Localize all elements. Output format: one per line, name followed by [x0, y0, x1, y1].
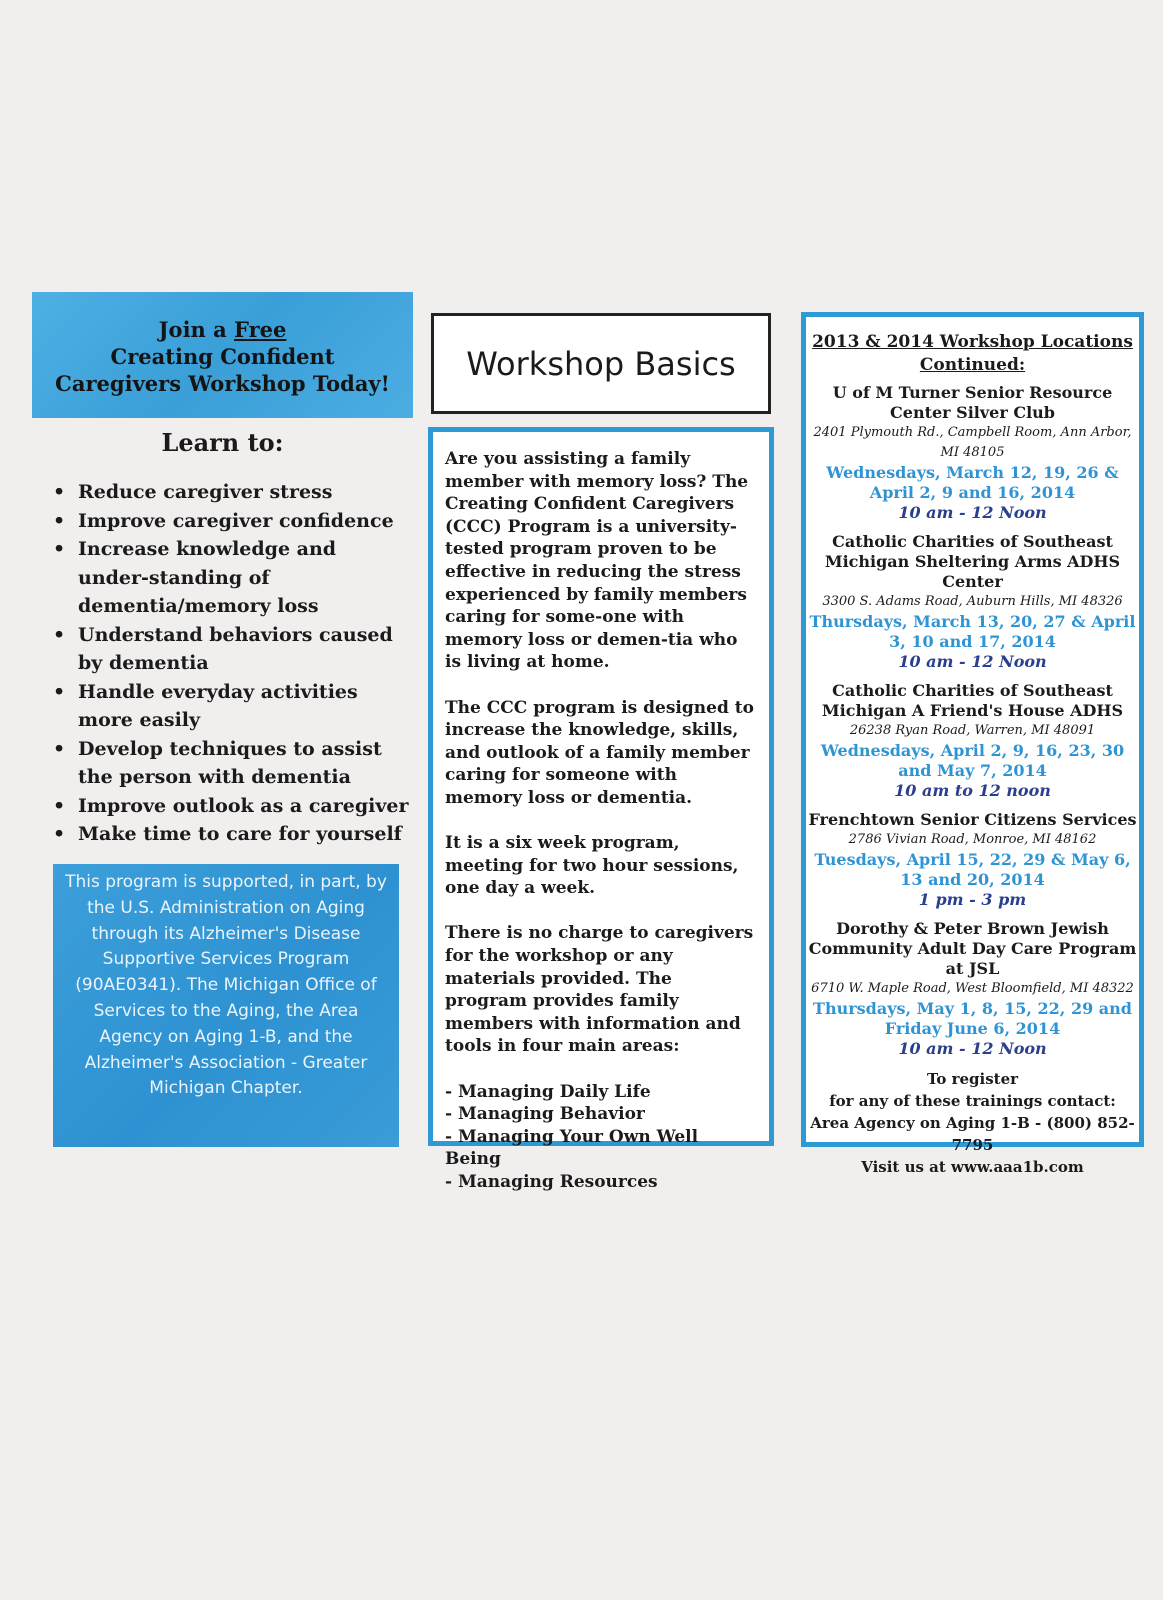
learn-heading: Learn to:	[161, 428, 284, 457]
location-dates: Wednesdays, April 2, 9, 16, 23, 30 and May 7, 2014	[820, 741, 1125, 780]
workshop-banner	[32, 292, 413, 418]
location-entry	[806, 919, 1139, 1059]
locations-heading: 2013 & 2014 Workshop Locations Continued:	[812, 332, 1133, 375]
page-title: Workshop Basics	[466, 344, 736, 383]
location-address: 6710 W. Maple Road, West Bloomfield, MI 48322	[811, 981, 1134, 996]
location-dates: Thursdays, March 13, 20, 27 & April 3, 10 and 17, 2014	[809, 612, 1136, 651]
location-name: U of M Turner Senior Resource Center Silver Club	[832, 383, 1113, 422]
basics-paragraph: Are you assisting a family member with memory loss? The Creating Confident Caregivers (CCC) Program is a university-tested program proven to be effective in reducing the stress experienced by family members caring for some-one with memory loss or demen-tia who is living at home.	[445, 449, 749, 673]
location-address: 2786 Vivian Road, Monroe, MI 48162	[848, 832, 1097, 847]
list-item: • Make time to care for yourself	[50, 820, 410, 849]
location-entry	[806, 681, 1139, 801]
registration-info	[806, 1068, 1139, 1178]
workshop-basics-box	[428, 427, 774, 1192]
free-emphasis: Free	[234, 317, 287, 342]
banner-line-1: Join a Free	[158, 317, 287, 342]
location-name: Catholic Charities of Southeast Michigan A Friend's House ADHS	[821, 681, 1124, 720]
list-item: • Develop techniques to assist the person with dementia	[50, 735, 410, 792]
location-dates: Tuesdays, April 15, 22, 29 & May 6, 13 and 20, 2014	[814, 850, 1131, 889]
workshop-locations-box	[801, 312, 1144, 1176]
funding-text: This program is supported, in part, by the U.S. Administration on Aging through its Alzheimer's Disease Supportive Services Program (90AE0341). The Michigan Office of Services to the Aging, the Area Agency on Aging 1-B, and the Alzheimer's Association - Greater Michigan Chapter.	[65, 872, 387, 1099]
location-dates: Thursdays, May 1, 8, 15, 22, 29 and Friday June 6, 2014	[813, 999, 1132, 1038]
location-name: Frenchtown Senior Citizens Services	[808, 810, 1137, 829]
workshop-basics-title-box	[431, 313, 771, 414]
list-item: • Improve caregiver confidence	[50, 507, 410, 536]
location-address: 26238 Ryan Road, Warren, MI 48091	[849, 723, 1096, 738]
location-name: Catholic Charities of Southeast Michigan Sheltering Arms ADHS Center	[824, 532, 1121, 591]
list-item: • Understand behaviors caused by dementia	[50, 621, 410, 678]
basics-paragraph: There is no charge to caregivers for the workshop or any materials provided. The program provides family members with information and tools in four main areas:	[445, 923, 754, 1057]
list-item: • Handle everyday activities more easily	[50, 678, 410, 735]
funding-statement	[53, 864, 399, 1147]
banner-line-2: Creating Confident	[110, 344, 335, 369]
focus-area-item: - Managing Daily Life	[445, 1081, 651, 1102]
register-phone: Area Agency on Aging 1-B - (800) 852-7795	[810, 1114, 1135, 1154]
focus-areas	[445, 1081, 759, 1194]
location-time: 10 am - 12 Noon	[898, 1039, 1047, 1058]
location-dates: Wednesdays, March 12, 19, 26 & April 2, 9 and 16, 2014	[826, 463, 1119, 502]
list-item: • Reduce caregiver stress	[50, 478, 410, 507]
location-time: 10 am - 12 Noon	[898, 652, 1047, 671]
list-item: • Improve outlook as a caregiver	[50, 792, 410, 821]
location-time: 1 pm - 3 pm	[918, 890, 1027, 909]
basics-paragraph: It is a six week program, meeting for two hour sessions, one day a week.	[445, 833, 739, 899]
location-time: 10 am - 12 Noon	[898, 503, 1047, 522]
basics-paragraph: The CCC program is designed to increase the knowledge, skills, and outlook of a family member caring for someone with memory loss or dementia.	[445, 697, 754, 808]
banner-line-3: Caregivers Workshop Today!	[55, 371, 390, 396]
focus-area-item: - Managing Your Own Well Being	[445, 1126, 699, 1170]
location-address: 3300 S. Adams Road, Auburn Hills, MI 48326	[822, 594, 1123, 609]
location-entry	[806, 532, 1139, 672]
list-item: • Increase knowledge and under-standing of dementia/memory loss	[50, 535, 410, 621]
register-line: for any of these trainings contact:	[829, 1092, 1116, 1110]
location-name: Dorothy & Peter Brown Jewish Community Adult Day Care Program at JSL	[808, 919, 1137, 978]
register-line: To register	[926, 1070, 1019, 1088]
learn-list	[50, 478, 410, 849]
register-website: Visit us at www.aaa1b.com	[861, 1158, 1084, 1176]
focus-area-item: - Managing Resources	[445, 1172, 658, 1192]
focus-area-item: - Managing Behavior	[445, 1104, 645, 1125]
location-entry	[806, 383, 1139, 523]
location-entry	[806, 810, 1139, 910]
location-address: 2401 Plymouth Rd., Campbell Room, Ann Arbor, MI 48105	[813, 425, 1132, 460]
location-time: 10 am to 12 noon	[894, 781, 1051, 800]
